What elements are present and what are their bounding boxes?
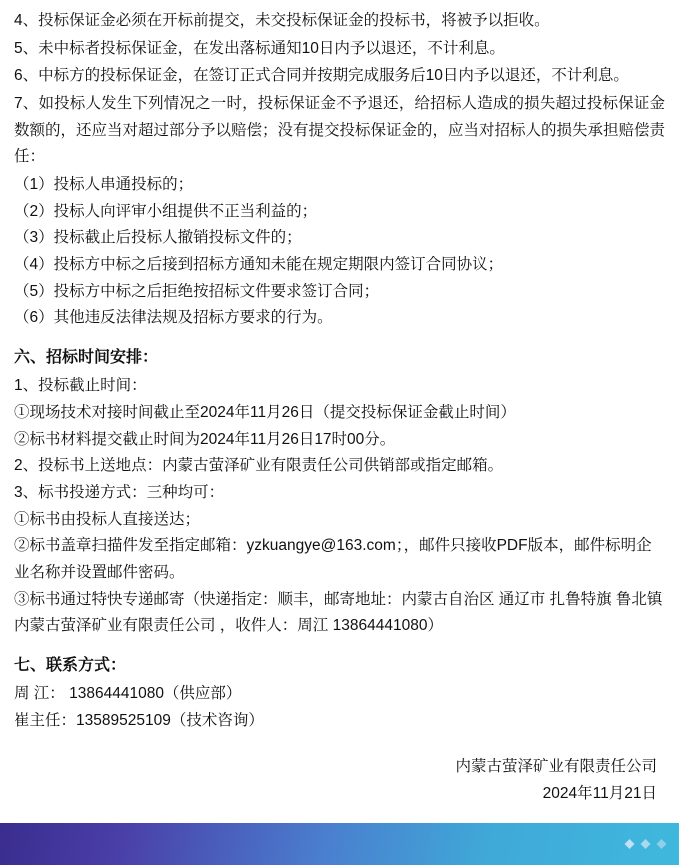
footer-decoration-bar (0, 823, 679, 865)
diamond-icon (641, 839, 651, 849)
contact-cui: 崔主任：13589525109（技术咨询） (14, 712, 264, 730)
footer-diamond-group (626, 841, 665, 848)
signature-block (14, 753, 665, 807)
diamond-icon (657, 839, 667, 849)
bid-deadline-onsite: ①现场技术对接时间截止至2024年11月26日（提交投标保证金截止时间） (14, 404, 516, 422)
contact-zhou: 周 江： 13864441080（供应部） (14, 685, 242, 703)
bid-delivery-method-3: ③标书通过特快专递邮寄（快递指定：顺丰，邮寄地址：内蒙古自治区 通辽市 扎鲁特旗 鲁北镇 内蒙古萤泽矿业有限责任公司 ，收件人：周江 13864441080） (14, 590, 663, 635)
bid-delivery-method-2 (14, 533, 665, 586)
sub-clause-2: （2）投标人向评审小组提供不正当利益的； (14, 202, 318, 220)
contact-email[interactable]: yzkuangye@163.com (246, 537, 396, 555)
clause-5: 5、未中标者投标保证金，在发出落标通知10日内予以退还，不计利息。 (14, 39, 505, 57)
sub-clause-1: （1）投标人串通投标的； (14, 175, 194, 193)
clause-6: 6、中标方的投标保证金，在签订正式合同并按期完成服务后10日内予以退还，不计利息。 (14, 67, 629, 85)
signature-company: 内蒙古萤泽矿业有限责任公司 (455, 757, 657, 775)
section-six-heading: 六、招标时间安排： (14, 348, 159, 366)
bid-deadline-materials: ②标书材料提交截止时间为2024年11月26日17时00分。 (14, 430, 396, 448)
section-seven-heading: 七、联系方式： (14, 656, 127, 674)
bid-delivery-method-1: ①标书由投标人直接送达； (14, 510, 201, 528)
sub-clause-6: （6）其他违反法律法规及招标方要求的行为。 (14, 309, 333, 327)
sub-clause-3: （3）投标截止后投标人撤销投标文件的； (14, 229, 302, 247)
email-line-suffix: ；，邮件只接收PDF版本，邮件标明企业名称并设置邮件密码。 (14, 537, 652, 581)
bid-deadline-label: 1、投标截止时间： (14, 377, 147, 395)
signature-date: 2024年11月21日 (542, 784, 657, 802)
email-line-prefix: ②标书盖章扫描件发至指定邮箱： (14, 537, 247, 555)
bid-delivery-methods-label: 3、标书投递方式：三种均可： (14, 484, 225, 502)
clause-7: 7、如投标人发生下列情况之一时，投标保证金不予退还，给招标人造成的损失超过投标保证金数额的，还应当对超过部分予以赔偿；没有提交投标保证金的，应当对招标人的损失承担赔偿责任： (14, 94, 666, 166)
diamond-icon (625, 839, 635, 849)
clause-4: 4、投标保证金必须在开标前提交，未交投标保证金的投标书，将被予以拒收。 (14, 12, 550, 29)
bid-delivery-location: 2、投标书上送地点：内蒙古萤泽矿业有限责任公司供销部或指定邮箱。 (14, 457, 504, 475)
sub-clause-4: （4）投标方中标之后接到招标方通知未能在规定期限内签订合同协议； (14, 255, 504, 273)
sub-clause-5: （5）投标方中标之后拒绝按招标文件要求签订合同； (14, 282, 380, 300)
